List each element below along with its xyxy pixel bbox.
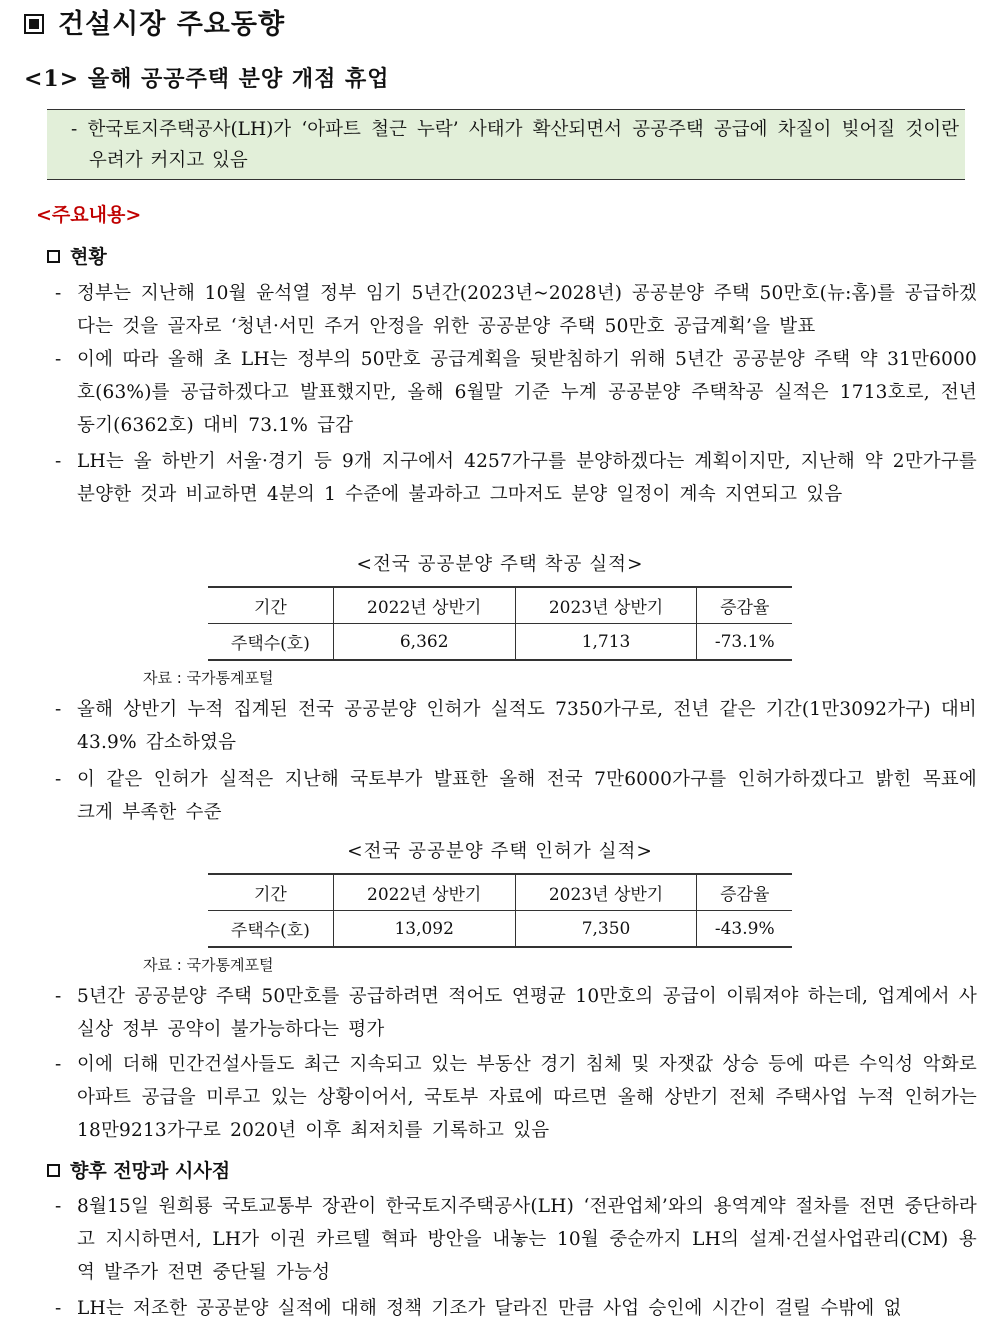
- heading-outlook: 향후 전망과 시사점: [47, 1156, 230, 1183]
- checkbox-square-icon: [47, 1164, 60, 1177]
- heading-current: 현황: [47, 242, 107, 269]
- list-item: - 이에 따라 올해 초 LH는 정부의 50만호 공급계획을 뒷받침하기 위해 5년간 공공분양 주택 약 31만6000호(63%)를 공급하겠다고 발표했지만, 올해 6월말 기준 누계 공공분양 주택착공 실적은 1713호로, 전년 동기(6362호) 대비 73.1% 급감: [55, 349, 977, 436]
- table-header-cell: 증감율: [697, 587, 792, 624]
- table-cell: 주택수(호): [208, 911, 333, 948]
- list-item: - 이에 더해 민간건설사들도 최근 지속되고 있는 부동산 경기 침체 및 자잿값 상승 등에 따른 수익성 악화로 아파트 공급을 미루고 있는 상황이어서, 국토부 자료에 따르면 올해 상반기 전체 주택사업 누적 인허가는 18만9213가구로 2020년 이후 최저치를 기록하고 있음: [55, 1054, 977, 1141]
- list-item: - 5년간 공공분양 주택 50만호를 공급하려면 적어도 연평균 10만호의 공급이 이뤄져야 하는데, 업계에서 사실상 정부 공약이 불가능하다는 평가: [55, 986, 977, 1040]
- table-header-cell: 2023년 상반기: [515, 587, 697, 624]
- filled-square-icon: [24, 14, 44, 34]
- table-cell: 주택수(호): [208, 624, 333, 661]
- table-row: [208, 624, 792, 661]
- table-header-cell: 증감율: [697, 874, 792, 911]
- main-content-label: <주요내용>: [36, 204, 142, 226]
- table1-source: 자료 : 국가통계포털: [143, 669, 274, 687]
- table-header-cell: 2022년 상반기: [333, 874, 515, 911]
- table2-permits: [208, 873, 792, 948]
- list-item: - 이 같은 인허가 실적은 지난해 국토부가 발표한 올해 전국 7만6000가구를 인허가하겠다고 밝힌 목표에 크게 부족한 수준: [55, 769, 977, 823]
- table-cell: -73.1%: [697, 624, 792, 661]
- table1-caption: <전국 공공분양 주택 착공 실적>: [356, 554, 644, 575]
- table-header-row: [208, 587, 792, 624]
- table-header-cell: 2022년 상반기: [333, 587, 515, 624]
- list-item: - 8월15일 원희룡 국토교통부 장관이 한국토지주택공사(LH) ‘전관업체’와의 용역계약 절차를 전면 중단하라고 지시하면서, LH가 이권 카르텔 혁파 방안을 내놓는 10월 중순까지 LH의 설계·건설사업관리(CM) 용역 발주가 전면 중단될 가능성: [55, 1196, 977, 1283]
- table-cell: 7,350: [515, 911, 697, 948]
- list-item: - 올해 상반기 누적 집계된 전국 공공분양 인허가 실적도 7350가구로, 전년 같은 기간(1만3092가구) 대비 43.9% 감소하였음: [55, 699, 977, 753]
- table-header-cell: 기간: [208, 874, 333, 911]
- table-cell: 1,713: [515, 624, 697, 661]
- table1-starts: [208, 586, 792, 661]
- list-item: - 정부는 지난해 10월 윤석열 정부 임기 5년간(2023년~2028년) 공공분양 주택 50만호(뉴:홈)를 공급하겠다는 것을 골자로 ‘청년·서민 주거 안정을 위한 공공분양 주택 50만호 공급계획’을 발표: [55, 283, 977, 337]
- checkbox-square-icon: [47, 250, 60, 263]
- table2-source: 자료 : 국가통계포털: [143, 956, 274, 974]
- table-cell: -43.9%: [697, 911, 792, 948]
- table-header-row: [208, 874, 792, 911]
- section-title: 건설시장 주요동향: [24, 2, 285, 41]
- list-item: - LH는 올 하반기 서울·경기 등 9개 지구에서 4257가구를 분양하겠다는 계획이지만, 지난해 약 2만가구를 분양한 것과 비교하면 4분의 1 수준에 불과하고 그마저도 분양 일정이 계속 지연되고 있음: [55, 451, 977, 505]
- summary-text: - 한국토지주택공사(LH)가 ‘아파트 철근 누락’ 사태가 확산되면서 공공주택 공급에 차질이 빚어질 것이란 우려가 커지고 있음: [71, 119, 960, 171]
- table2-caption: <전국 공공분양 주택 인허가 실적>: [347, 841, 653, 862]
- list-item: - LH는 저조한 공공분양 실적에 대해 정책 기조가 달라진 만큼 사업 승인에 시간이 걸릴 수밖에 없: [55, 1298, 902, 1319]
- table-cell: 6,362: [333, 624, 515, 661]
- table-header-cell: 기간: [208, 587, 333, 624]
- table-header-cell: 2023년 상반기: [515, 874, 697, 911]
- article-title: <1> 올해 공공주택 분양 개점 휴업: [24, 66, 390, 92]
- table-row: [208, 911, 792, 948]
- table-cell: 13,092: [333, 911, 515, 948]
- summary-box: [47, 109, 965, 180]
